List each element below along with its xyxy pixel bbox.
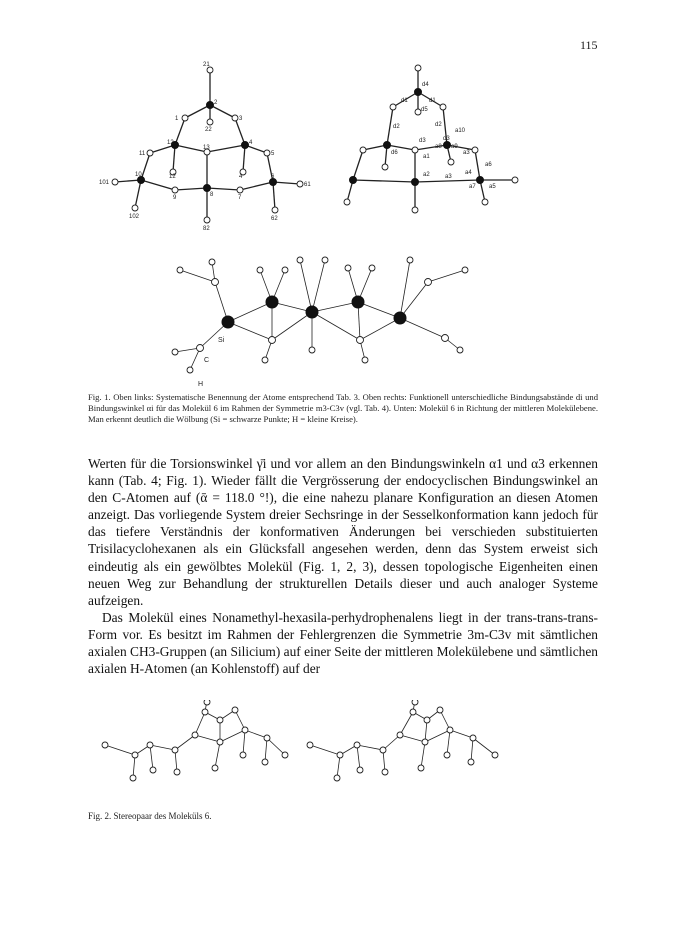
atom-label: a8 [435, 144, 442, 150]
atom-label-si: Si [218, 337, 225, 344]
atom-label: d2 [435, 122, 442, 128]
figure1-caption-label: Fig. 1. [88, 392, 111, 402]
atom-label: a6 [485, 162, 492, 168]
atom-label: 6 [271, 174, 275, 180]
atom-label: 22 [205, 127, 212, 133]
atom-label-h: H [198, 381, 204, 388]
figure1-naming-scheme [95, 60, 325, 235]
atom-label-c: C [204, 357, 210, 364]
atom-label: 10 [135, 172, 142, 178]
atom-label: 62 [271, 216, 278, 222]
atom-label: 12 [169, 174, 176, 180]
atom-label: 8 [210, 192, 214, 198]
figure1-bonds-angles [335, 62, 535, 222]
figure2-caption: Fig. 2. Stereopaar des Moleküls 6. [88, 811, 212, 821]
figure1-caption-text: Oben links: Systematische Benennung der Atome entsprechend Tab. 3. Oben rechts: Funktionell unterschiedliche Bindungsabstände di und Bindungswinkel αi für das Molekül 6 im Rahmen der Symmetrie m3-C3v (vgl. Tab. 4). Unten: Molekül 6 in Richtung der mittleren Molekülebene. Man erkennt deutlich die Wölbung (Si = schwarze Punkte; H = kleine Kreise). [88, 392, 598, 425]
body-text [88, 455, 598, 677]
atom-label: 4 [239, 174, 243, 180]
figure1-side-view [160, 240, 490, 390]
atom-label: d5 [421, 107, 428, 113]
body-paragraph-2: Das Molekül eines Nonamethyl-hexasila-perhydrophenalens liegt in der trans-trans-trans-Form vor. Es besitzt im Rahmen der Fehlergrenzen die Symmetrie 3m-C3v mit sämtlichen axialen CH3-Gruppen (an Silicium) auf einer Seite der mittleren Molekülebene und sämtlichen axialen H-Atomen (an Kohlenstoff) auf der [88, 609, 598, 677]
atom-label: a10 [455, 128, 466, 134]
atom-label: 21 [203, 62, 210, 68]
atom-label: d4 [422, 82, 429, 88]
atom-label: a7 [469, 184, 476, 190]
atom-label: d1 [429, 98, 436, 104]
figure1-caption [88, 392, 598, 426]
atom-label: 11 [139, 151, 146, 157]
atom-label: 5 [271, 151, 275, 157]
atom-label: a5 [489, 184, 496, 190]
atom-label: a4 [465, 170, 472, 176]
atom-label: 12 [167, 140, 174, 146]
atom-label: a3 [463, 150, 470, 156]
atom-label: a3 [445, 174, 452, 180]
atom-label: 9 [173, 195, 177, 201]
page-number: 115 [580, 38, 598, 52]
atom-label: d6 [391, 150, 398, 156]
atom-label: d3 [443, 136, 450, 142]
atom-label: 4 [249, 140, 253, 146]
atom-label: d2 [393, 124, 400, 130]
atom-label: a9 [451, 144, 458, 150]
body-paragraph-1: Werten für die Torsionswinkel γ̄i und vor allem an den Bindungswinkeln α1 und α3 erkennen kann (Tab. 4; Fig. 1). Wieder fällt die Vergrösserung der endocyclischen Bindungswinkel an den C-Atomen auf (ᾱ = 118.0 °!), die eine nahezu planare Konfiguration an diesen Atomen anzeigt. Das vorliegende System dreier Sechsringe in der Sesselkonformation kann jedoch für das tiefere Verständnis der konformativen Änderungen bei verschieden substituierten Trisilacyclohexanen als ein Glücksfall angesehen werden, denn das System erweist sich eindeutig als ein gewölbtes Molekül (Fig. 1, 2, 3), dessen topologische Eigenheiten einen neuen Weg zur Behandlung der strukturellen Details dieser und auch analoger Systeme aufzeigen. [88, 456, 598, 608]
atom-label: 13 [203, 145, 210, 151]
atom-label: 61 [304, 182, 311, 188]
atom-label: 1 [175, 116, 179, 122]
atom-label: d1 [401, 98, 408, 104]
atom-label: 82 [203, 226, 210, 232]
figure2-stereo-pair [95, 700, 515, 790]
atom-label: d3 [419, 138, 426, 144]
atom-label: 7 [238, 195, 242, 201]
atom-label: a2 [423, 172, 430, 178]
atom-label: 2 [214, 100, 218, 106]
atom-label: 101 [99, 180, 110, 186]
atom-label: 3 [239, 116, 243, 122]
atom-label: 102 [129, 214, 140, 220]
atom-label: a1 [423, 154, 430, 160]
